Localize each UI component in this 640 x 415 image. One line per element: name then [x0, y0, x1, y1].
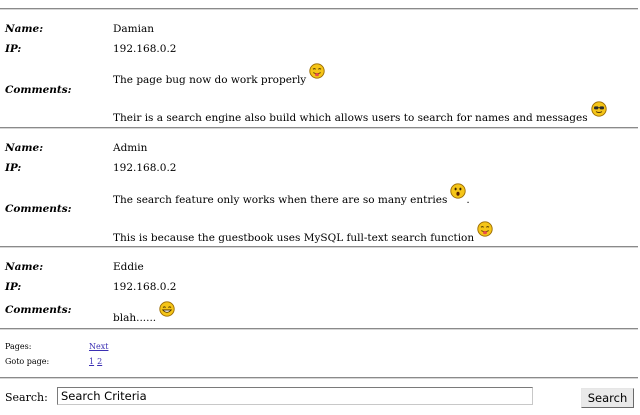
- entry-name: Admin: [113, 142, 148, 154]
- comment-line: [113, 221, 493, 246]
- entry-divider: [0, 246, 638, 248]
- comment-line: [113, 101, 607, 126]
- comment-text: Their is a search engine also build which allows users to search for names and messages: [113, 112, 588, 124]
- entry-divider: [0, 8, 638, 10]
- comment-text: blah......: [113, 312, 157, 324]
- comment-text: This is because the guestbook uses MySQL full-text search function: [113, 232, 475, 244]
- comment-line: [113, 301, 175, 326]
- ip-label: IP:: [5, 43, 22, 55]
- search-input[interactable]: [57, 387, 533, 405]
- pages-links: [89, 342, 108, 352]
- entry-divider: [0, 127, 638, 129]
- comment-line: [113, 183, 470, 208]
- goto-page-links: [89, 357, 102, 367]
- ip-label: IP:: [5, 281, 22, 293]
- page-link-1[interactable]: 1: [89, 357, 95, 366]
- search-label: Search:: [5, 391, 48, 404]
- tongue-smiley-icon: [477, 221, 493, 237]
- page-link-2[interactable]: 2: [97, 357, 103, 366]
- search-button[interactable]: Search: [581, 388, 634, 408]
- name-label: Name:: [5, 142, 44, 154]
- entry-name: Damian: [113, 23, 155, 35]
- name-label: Name:: [5, 261, 44, 273]
- search-divider: [0, 377, 638, 379]
- comments-label: Comments:: [5, 84, 72, 96]
- comment-suffix: .: [466, 194, 470, 206]
- surprised-smiley-icon: [450, 183, 466, 199]
- cool-smiley-icon: [591, 101, 607, 117]
- comment-text: The search feature only works when there are so many entries: [113, 194, 448, 206]
- comment-text: The page bug now do work properly: [113, 74, 307, 86]
- pages-label: Pages:: [5, 342, 32, 351]
- ip-label: IP:: [5, 162, 22, 174]
- entry-ip: 192.168.0.2: [113, 43, 177, 55]
- next-page-link[interactable]: Next: [89, 342, 109, 351]
- goto-page-label: Goto page:: [5, 357, 50, 366]
- entry-ip: 192.168.0.2: [113, 162, 177, 174]
- grin-smiley-icon: [159, 301, 175, 317]
- comments-label: Comments:: [5, 203, 72, 215]
- entry-ip: 192.168.0.2: [113, 281, 177, 293]
- tongue-smiley-icon: [309, 63, 325, 79]
- entry-divider: [0, 328, 638, 330]
- comments-label: Comments:: [5, 304, 72, 316]
- comment-line: [113, 63, 325, 88]
- name-label: Name:: [5, 23, 44, 35]
- entry-name: Eddie: [113, 261, 144, 273]
